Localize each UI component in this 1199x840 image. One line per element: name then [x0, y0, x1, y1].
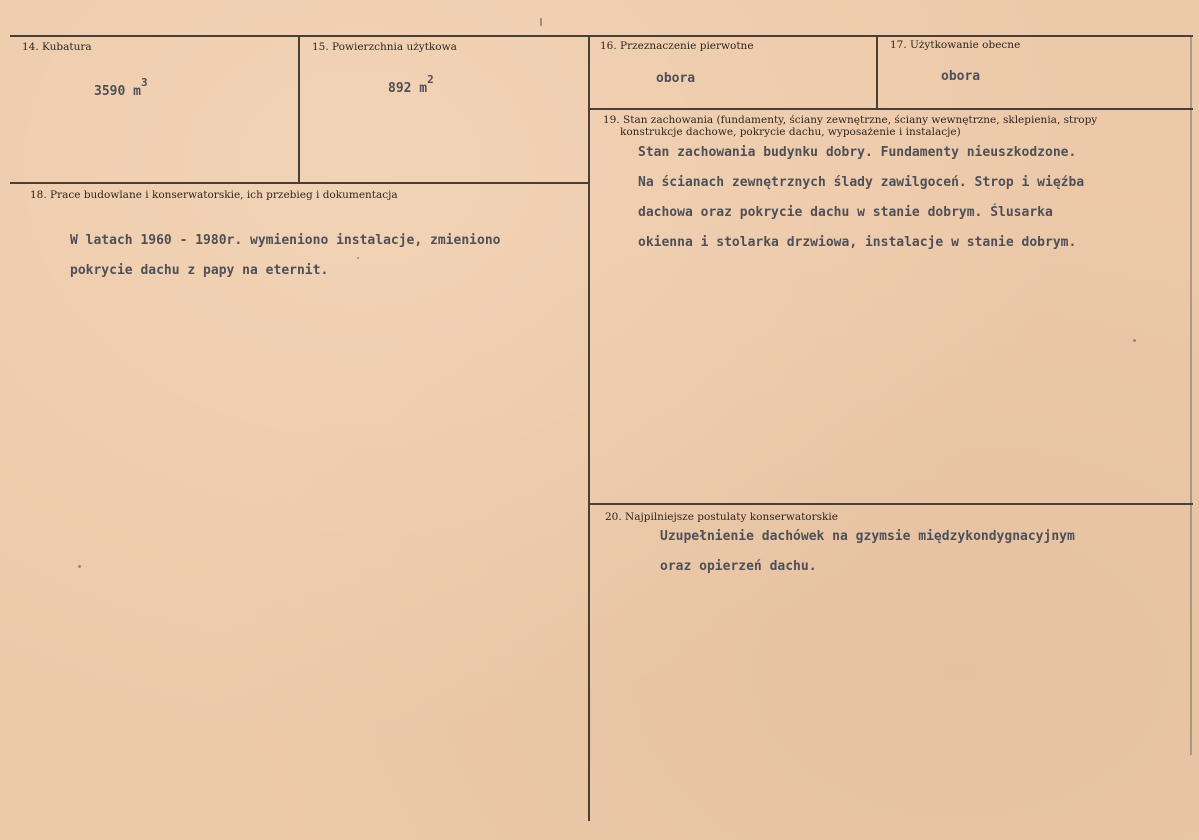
field-20-label: 20. Najpilniejsze postulaty konserwatorskie — [605, 511, 838, 523]
divider-main — [588, 35, 590, 821]
field-16-label: 16. Przeznaczenie pierwotne — [600, 40, 754, 52]
field-20-text — [660, 522, 1075, 582]
field-19-text — [638, 138, 1084, 258]
divider-row1-left — [10, 182, 590, 184]
paper-speck — [78, 565, 81, 568]
field-17-value: obora — [941, 69, 981, 84]
field-20-line: oraz opierzeń dachu. — [660, 559, 817, 574]
field-14-value: 3590 $m^3$ — [94, 76, 148, 99]
divider-row1-right — [590, 108, 1193, 110]
paper-speck — [540, 18, 542, 26]
field-14-label: 14. Kubatura — [22, 41, 92, 53]
field-19-line: okienna i stolarka drzwiowa, instalacje w stanie dobrym. — [638, 235, 1077, 250]
paper-speck — [357, 257, 359, 259]
field-19-label-line2: konstrukcje dachowe, pokrycie dachu, wyposażenie i instalacje) — [620, 126, 961, 138]
field-16-value: obora — [656, 71, 696, 86]
right-edge-line — [1190, 35, 1192, 755]
paper-speck — [1133, 339, 1136, 342]
divider-f14-f15 — [298, 35, 300, 183]
divider-f19-f20 — [590, 503, 1193, 505]
field-15-value: 892 $m^2$ — [388, 73, 434, 96]
top-border — [10, 35, 1193, 37]
divider-f16-f17 — [876, 35, 878, 109]
field-15-label: 15. Powierzchnia użytkowa — [312, 41, 457, 53]
field-19-line: Stan zachowania budynku dobry. Fundamenty nieuszkodzone. — [638, 145, 1077, 160]
field-18-line: pokrycie dachu z papy na eternit. — [70, 263, 329, 278]
field-18-label: 18. Prace budowlane i konserwatorskie, ich przebieg i dokumentacja — [30, 189, 398, 201]
field-18-text — [70, 226, 500, 286]
field-20-line: Uzupełnienie dachówek na gzymsie międzykondygnacyjnym — [660, 529, 1075, 544]
field-19-line: dachowa oraz pokrycie dachu w stanie dobrym. Ślusarka — [638, 205, 1053, 220]
field-19-line: Na ścianach zewnętrznych ślady zawilgoceń. Strop i więźba — [638, 175, 1085, 190]
field-19-label-line1: 19. Stan zachowania (fundamenty, ściany zewnętrzne, ściany wewnętrzne, sklepienia, stropy — [603, 114, 1098, 126]
field-17-label: 17. Użytkowanie obecne — [890, 39, 1021, 51]
field-18-line: W latach 1960 - 1980r. wymieniono instalacje, zmieniono — [70, 233, 501, 248]
